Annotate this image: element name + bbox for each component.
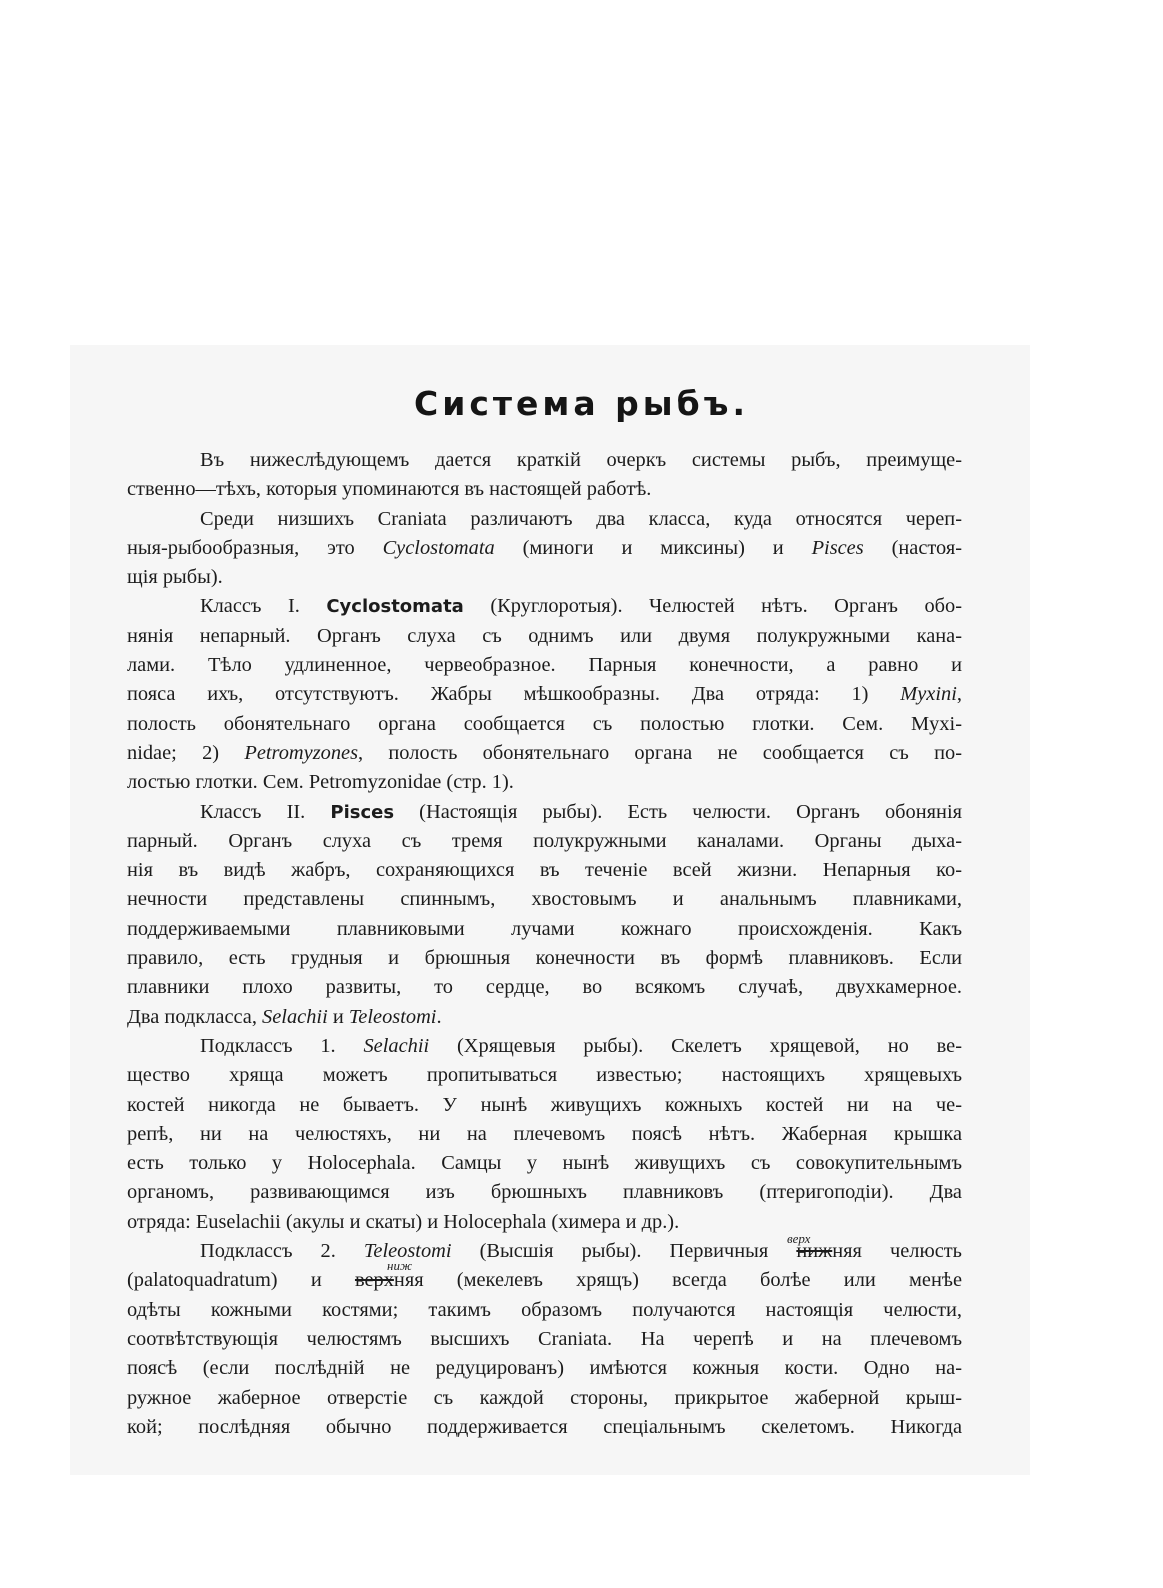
text-line: Подклассъ 2. Teleostomi (Высшія рыбы). Первичныя нижняя челюсть — [200, 1240, 962, 1263]
text-line: Среди низшихъ Craniata различаютъ два класса, куда относятся череп- — [200, 507, 962, 530]
text-line: правило, есть грудныя и брюшныя конечности въ формѣ плавниковъ. Если — [127, 947, 962, 970]
handwritten-correction-lower: ниж — [387, 1258, 413, 1273]
body-text — [127, 446, 963, 1442]
text-line: Въ нижеслѣдующемъ дается краткій очеркъ системы рыбъ, преимуще- — [200, 449, 962, 471]
text-line: кой; послѣдняя обычно поддерживается спеціальнымъ скелетомъ. Никогда — [127, 1415, 962, 1438]
page-title: Система рыбъ. — [414, 384, 749, 423]
text-line: Классъ I. Cyclostomata (Круглоротыя). Челюстей нѣтъ. Органъ обо- — [200, 595, 963, 618]
text-line: поясѣ (если послѣдній не редуцированъ) имѣются кожныя кости. Одно на- — [127, 1357, 962, 1380]
text-line: Подклассъ 1. Selachii (Хрящевыя рыбы). Скелетъ хрящевой, но ве- — [200, 1034, 962, 1057]
text-line: лами. Тѣло удлиненное, червеобразное. Парныя конечности, а равно и — [127, 654, 962, 677]
text-line: Классъ II. Pisces (Настоящія рыбы). Есть челюсти. Органъ обонянія — [200, 800, 962, 823]
text-line: Два подкласса, Selachii и Teleostomi. — [127, 1005, 442, 1028]
text-line: одѣты кожными костями; такимъ образомъ получаются настоящія челюсти, — [127, 1298, 962, 1321]
text-line: пояса ихъ, отсутствуютъ. Жабры мѣшкообразны. Два отряда: 1) Myxini, — [127, 683, 962, 706]
text-line: лостью глотки. Сем. Petromyzonidae (стр. 1). — [127, 771, 514, 794]
text-line: ружное жаберное отверстіе съ каждой стороны, прикрытое жаберной крыш- — [127, 1386, 962, 1409]
text-line: щія рыбы). — [127, 566, 223, 589]
text-line: nidae; 2) Petromyzones, полость обонятельнаго органа не сообщается съ по- — [127, 741, 962, 764]
text-line: отряда: Euselachii (акулы и скаты) и Holocephala (химера и др.). — [127, 1210, 680, 1233]
text-line: соотвѣтствующія челюстямъ высшихъ Craniata. На черепѣ и на плечевомъ — [127, 1327, 962, 1350]
text-line: полость обонятельнаго органа сообщается съ полостью глотки. Сем. Myxi- — [127, 712, 962, 735]
text-line: репѣ, ни на челюстяхъ, ни на плечевомъ поясѣ нѣтъ. Жаберная крышка — [127, 1122, 962, 1145]
text-line: костей никогда не бываетъ. У нынѣ живущихъ кожныхъ костей ни на че- — [127, 1093, 962, 1116]
text-line: ственно—тѣхъ, которыя упоминаются въ настоящей работѣ. — [127, 478, 652, 501]
text-line: нянія непарный. Органъ слуха съ однимъ или двумя полукружными кана- — [127, 624, 962, 647]
text-line: нія въ видѣ жабръ, сохраняющихся въ теченіе всей жизни. Непарныя ко- — [127, 859, 962, 882]
text-line: щество хряща можетъ пропитываться известью; настоящихъ хрящевыхъ — [127, 1064, 962, 1087]
text-line: органомъ, развивающимся изъ брюшныхъ плавниковъ (птеригоподіи). Два — [127, 1181, 962, 1204]
handwritten-correction-upper: верх — [787, 1231, 811, 1246]
text-line: есть только у Holocephala. Самцы у нынѣ живущихъ съ совокупительнымъ — [127, 1152, 962, 1175]
text-line: ныя-рыбообразныя, это Cyclostomata (миноги и миксины) и Pisces (настоя- — [127, 536, 962, 559]
text-line: поддерживаемыми плавниковыми лучами кожнаго происхожденія. Какъ — [127, 917, 962, 940]
text-line: (palatoquadratum) и верхняя (мекелевъ хрящъ) всегда болѣе или менѣе — [127, 1269, 962, 1292]
text-line: парный. Органъ слуха съ тремя полукружными каналами. Органы дыха- — [127, 829, 962, 852]
text-line: нечности представлены спиннымъ, хвостовымъ и анальнымъ плавниками, — [127, 888, 962, 911]
text-line: плавники плохо развиты, то сердце, во всякомъ случаѣ, двухкамерное. — [127, 976, 962, 999]
